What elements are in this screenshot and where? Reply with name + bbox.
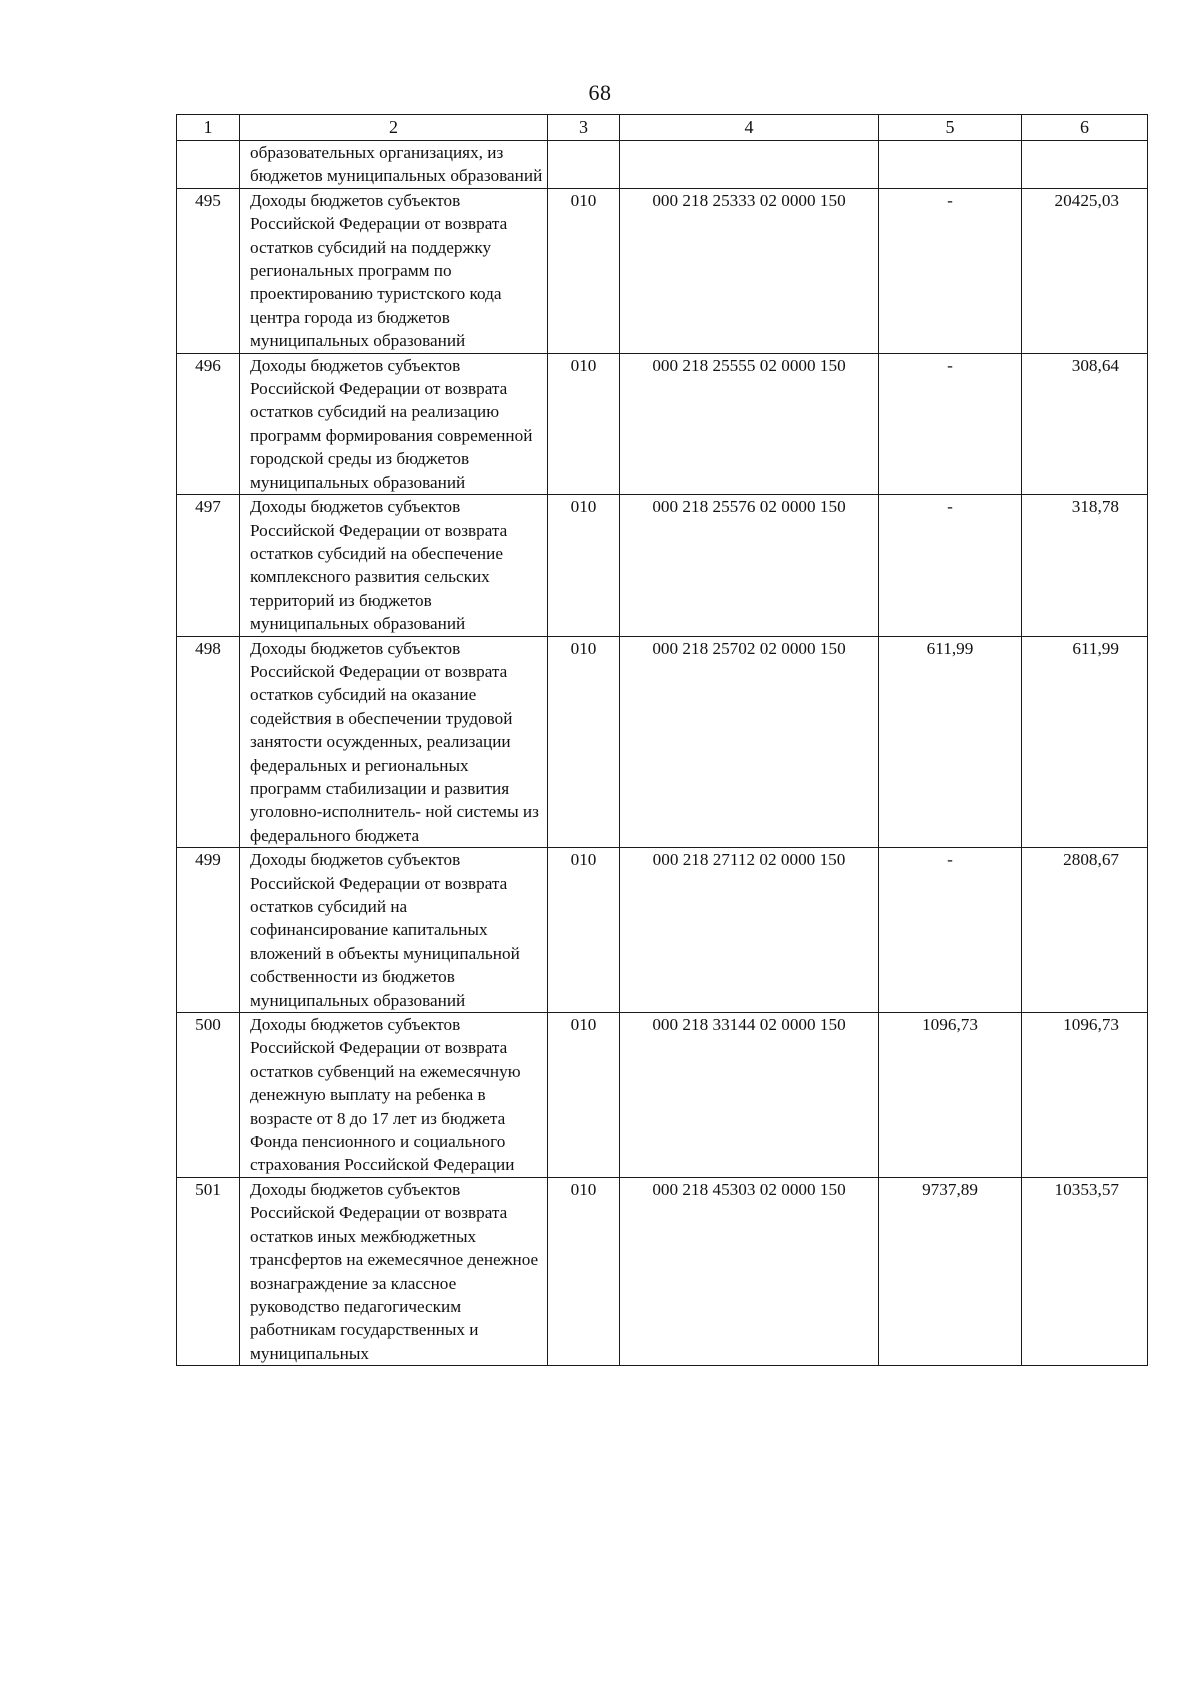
table-body: [177, 141, 1148, 1366]
column-header-4: 4: [620, 115, 879, 141]
row-number: 496: [177, 353, 240, 494]
admin-code: 010: [548, 1177, 620, 1365]
revenue-name: образовательных организациях, из бюджетов муниципальных образований: [240, 141, 548, 189]
admin-code: 010: [548, 188, 620, 353]
table-header: [177, 115, 1148, 141]
row-number: [177, 141, 240, 189]
revenue-name: Доходы бюджетов субъектов Российской Федерации от возврата остатков субсидий на поддержку региональных программ по проектированию туристского кода центра города из бюджетов муниципальных образований: [240, 188, 548, 353]
table-row: [177, 188, 1148, 353]
revenue-name: Доходы бюджетов субъектов Российской Федерации от возврата остатков субсидий на обеспечение комплексного развития сельских территорий из бюджетов муниципальных образований: [240, 495, 548, 636]
amount-value: 1096,73: [1063, 1015, 1119, 1035]
header-row: [177, 115, 1148, 141]
table-row: [177, 848, 1148, 1013]
amount-column-5: -: [879, 495, 1022, 636]
admin-code: 010: [548, 1013, 620, 1178]
revenue-name: Доходы бюджетов субъектов Российской Федерации от возврата остатков субсидий на реализацию программ формирования современной городской среды из бюджетов муниципальных образований: [240, 353, 548, 494]
amount-column-6: [1022, 495, 1148, 636]
budget-classification-code: 000 218 25576 02 0000 150: [620, 495, 879, 636]
table-row: [177, 141, 1148, 189]
budget-revenue-table: [176, 114, 1148, 1366]
amount-column-6: [1022, 353, 1148, 494]
budget-classification-code: 000 218 25555 02 0000 150: [620, 353, 879, 494]
table-row: [177, 1177, 1148, 1365]
amount-column-6: [1022, 1013, 1148, 1178]
amount-column-6: [1022, 1177, 1148, 1365]
row-number: 499: [177, 848, 240, 1013]
budget-classification-code: 000 218 25333 02 0000 150: [620, 188, 879, 353]
page-number: 68: [588, 80, 612, 105]
amount-value: 10353,57: [1054, 1179, 1119, 1199]
admin-code: [548, 141, 620, 189]
amount-column-6: [1022, 141, 1148, 189]
admin-code: 010: [548, 636, 620, 848]
amount-column-6: [1022, 636, 1148, 848]
table-row: [177, 495, 1148, 636]
row-number: 501: [177, 1177, 240, 1365]
budget-classification-code: 000 218 33144 02 0000 150: [620, 1013, 879, 1178]
revenue-name: Доходы бюджетов субъектов Российской Федерации от возврата остатков субсидий на софинансирование капитальных вложений в объекты муниципальной собственности из бюджетов муниципальных образований: [240, 848, 548, 1013]
amount-value: 611,99: [1072, 638, 1119, 658]
amount-column-6: [1022, 188, 1148, 353]
row-number: 500: [177, 1013, 240, 1178]
budget-classification-code: 000 218 45303 02 0000 150: [620, 1177, 879, 1365]
amount-column-6: [1022, 848, 1148, 1013]
row-number: 498: [177, 636, 240, 848]
amount-value: 318,78: [1071, 497, 1119, 517]
column-header-3: 3: [548, 115, 620, 141]
budget-classification-code: 000 218 27112 02 0000 150: [620, 848, 879, 1013]
amount-column-5: [879, 141, 1022, 189]
amount-column-5: 611,99: [879, 636, 1022, 848]
amount-value: 2808,67: [1063, 850, 1119, 870]
table-row: [177, 1013, 1148, 1178]
admin-code: 010: [548, 848, 620, 1013]
row-number: 495: [177, 188, 240, 353]
column-header-5: 5: [879, 115, 1022, 141]
budget-classification-code: 000 218 25702 02 0000 150: [620, 636, 879, 848]
row-number: 497: [177, 495, 240, 636]
revenue-name: Доходы бюджетов субъектов Российской Федерации от возврата остатков иных межбюджетных трансфертов на ежемесячное денежное вознаграждение за классное руководство педагогическим работникам государственных и муниципальных: [240, 1177, 548, 1365]
amount-column-5: 9737,89: [879, 1177, 1022, 1365]
amount-column-5: 1096,73: [879, 1013, 1022, 1178]
amount-column-5: -: [879, 188, 1022, 353]
admin-code: 010: [548, 353, 620, 494]
column-header-6: 6: [1022, 115, 1148, 141]
column-header-2: 2: [240, 115, 548, 141]
budget-classification-code: [620, 141, 879, 189]
table-row: [177, 636, 1148, 848]
table-row: [177, 353, 1148, 494]
revenue-name: Доходы бюджетов субъектов Российской Федерации от возврата остатков субвенций на ежемесячную денежную выплату на ребенка в возрасте от 8 до 17 лет из бюджета Фонда пенсионного и социального страхования Российской Федерации: [240, 1013, 548, 1178]
amount-value: 308,64: [1071, 355, 1119, 375]
admin-code: 010: [548, 495, 620, 636]
amount-value: 20425,03: [1054, 190, 1119, 210]
amount-column-5: -: [879, 353, 1022, 494]
revenue-name: Доходы бюджетов субъектов Российской Федерации от возврата остатков субсидий на оказание содействия в обеспечении трудовой занятости осужденных, реализации федеральных и региональных программ стабилизации и развития уголовно-исполнитель- ной системы из федерального бюджета: [240, 636, 548, 848]
amount-column-5: -: [879, 848, 1022, 1013]
column-header-1: 1: [177, 115, 240, 141]
